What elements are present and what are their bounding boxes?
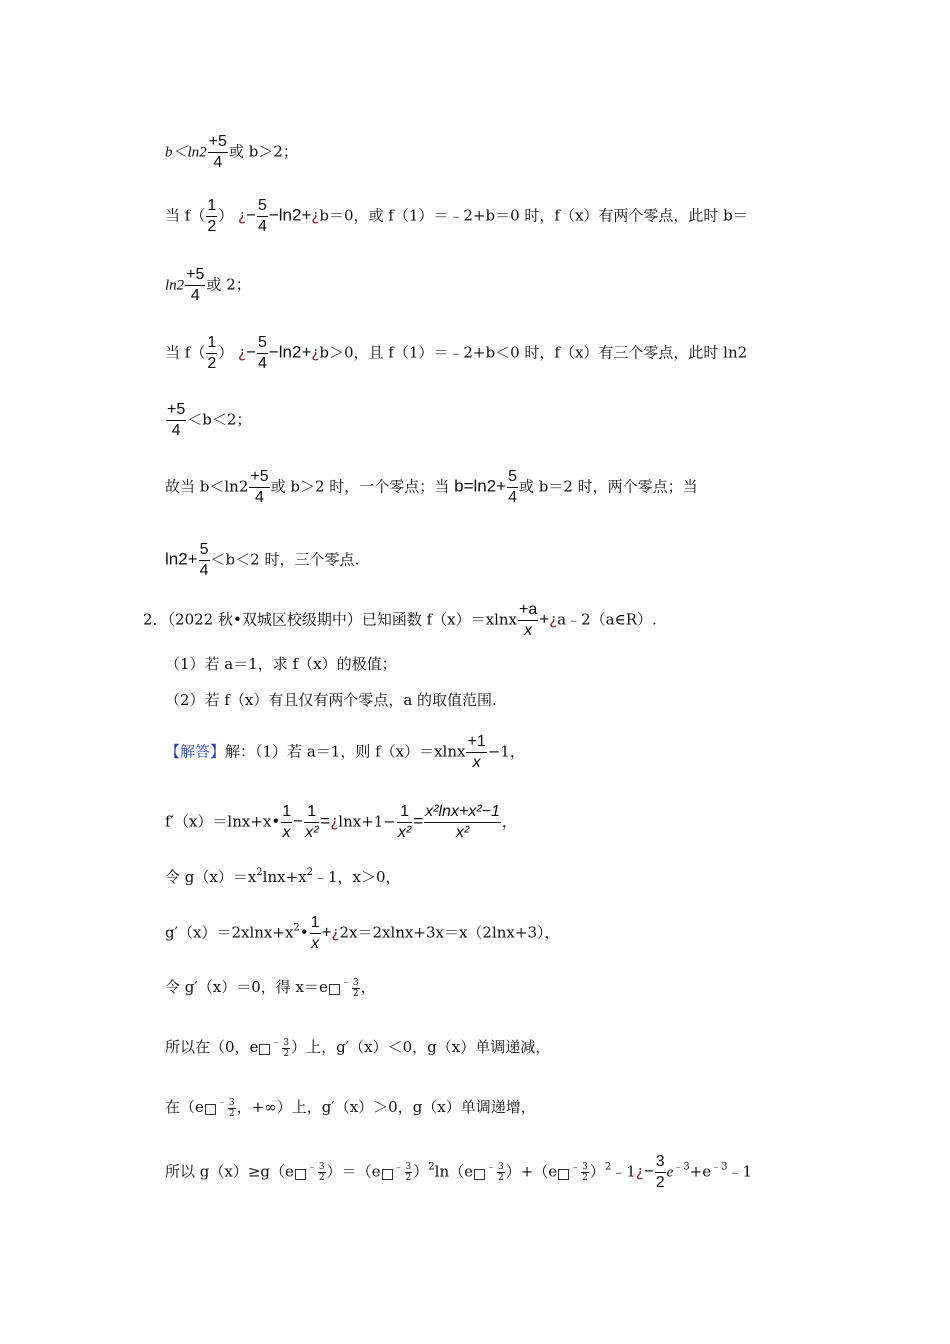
text: ， <box>360 978 376 996</box>
text: ） <box>589 1162 605 1181</box>
text: lnx+1− <box>338 812 396 831</box>
text: 所以 g（x）≥g（e <box>165 1162 294 1181</box>
placeholder-box-icon <box>329 984 340 995</box>
text: 在（e <box>165 1098 204 1116</box>
text: 或 b＞2 时，一个零点；当 <box>270 477 455 496</box>
denominator: 4 <box>257 355 267 372</box>
placeholder-box-icon <box>382 1169 393 1180</box>
fraction <box>466 732 486 773</box>
superscript: 2 <box>256 867 263 878</box>
denominator: x <box>282 824 291 841</box>
text: b＞0，且 f（1）＝﹣2+b＜0 时，f（x）有三个零点，此时 ln2 <box>319 343 748 362</box>
superscript: ﹣3 <box>673 1161 690 1173</box>
denominator: x² <box>397 824 412 841</box>
text: a﹣2（a∈R）. <box>557 610 657 629</box>
text: ）上，g′（x）＜0，g（x）单调递减， <box>291 1038 551 1056</box>
numerator: 1 <box>281 802 292 823</box>
placeholder-box-icon <box>295 1169 306 1180</box>
text: 故当 b＜ln2 <box>165 477 249 496</box>
text: ln（e <box>434 1162 473 1181</box>
text: − <box>643 1161 654 1181</box>
numerator: 3 <box>497 1162 504 1172</box>
text: 或 b＞2； <box>228 142 298 161</box>
fraction <box>397 802 412 843</box>
denominator: 2 <box>207 218 217 235</box>
denominator: 2 <box>405 1173 412 1183</box>
fraction <box>249 467 269 508</box>
superscript: 2 <box>604 1161 612 1173</box>
denominator: x² <box>455 824 470 841</box>
text: −ln2+ <box>268 342 312 362</box>
superscript: 2 <box>428 1161 435 1173</box>
text-line-1 <box>165 132 810 173</box>
text: − <box>293 811 304 831</box>
fraction <box>199 540 210 581</box>
text: + <box>539 609 550 629</box>
numerator: 5 <box>257 196 268 217</box>
denominator: x² <box>305 824 319 841</box>
numerator: +5 <box>185 265 205 286</box>
text: 或 b＝2 时，两个零点；当 <box>518 477 698 496</box>
text: ﹣1，x＞0， <box>313 868 401 886</box>
text: 所以在（0，e <box>165 1038 259 1056</box>
fraction <box>497 1162 505 1183</box>
denominator: 4 <box>257 218 267 235</box>
superscript: ﹣ <box>340 977 351 988</box>
numerator: +5 <box>249 467 269 488</box>
superscript: ﹣3 <box>711 1161 728 1173</box>
text: ﹣1 <box>611 1162 636 1181</box>
text: ，+∞）上，g′（x）＞0，g（x）单调递增， <box>236 1098 536 1116</box>
fraction <box>281 802 292 843</box>
text-line-5 <box>165 400 810 441</box>
text: ＜b＜2； <box>187 410 252 429</box>
fraction <box>206 196 217 237</box>
fraction <box>518 600 538 641</box>
denominator: 4 <box>213 154 223 171</box>
denominator: 2 <box>497 1173 504 1183</box>
text: （2022 秋•双城区校级期中）已知函数 f（x）＝xlnx <box>167 610 517 629</box>
decreasing-line <box>165 1035 810 1059</box>
superscript: 2 <box>306 867 313 878</box>
text: • <box>299 923 309 942</box>
numerator: +1 <box>466 732 486 753</box>
text: = <box>320 811 331 831</box>
fraction <box>282 1038 290 1059</box>
numerator: 3 <box>405 1162 412 1172</box>
denominator: 4 <box>508 489 517 506</box>
numerator: 1 <box>304 802 319 823</box>
glyph: ¿ <box>311 206 320 225</box>
glyph: ¿ <box>635 1162 644 1181</box>
text-line-6 <box>165 467 810 508</box>
numerator: 3 <box>228 1097 235 1108</box>
g-definition-line <box>165 865 810 889</box>
denominator: x <box>311 935 320 952</box>
text: ）＝（e <box>326 1162 381 1181</box>
numerator: +5 <box>208 132 228 153</box>
denominator: 4 <box>255 489 264 506</box>
text-line-2 <box>165 196 810 237</box>
numerator: +5 <box>166 400 186 421</box>
minimum-line: 所以 g（x）≥g（e ﹣ $\frac{3}{2}$ ）＝（e ﹣ $\frac{3}{2}$ ）$^2$ln（e ﹣ $\frac{3}{2}$ ）+（e ﹣ $\frac{3}{2}$ ）$^2$﹣1¿− $\frac{3}{2}$ $e^{﹣3}+e^{﹣3}﹣1$ <box>165 1153 753 1191</box>
denominator: x <box>524 622 533 639</box>
numerator: 5 <box>257 333 268 354</box>
text-line-7 <box>165 540 810 581</box>
text: （2）若 f（x）有且仅有两个零点，a 的取值范围. <box>165 691 497 709</box>
numerator: 1 <box>310 913 321 934</box>
text: ﹣1 <box>727 1162 753 1181</box>
placeholder-box-icon <box>259 1044 270 1055</box>
fraction <box>581 1162 589 1183</box>
text: （1）若 a＝1，求 f（x）的极值； <box>165 655 397 673</box>
text: ） <box>413 1162 429 1181</box>
text: b＝0，或 f（1）＝﹣2+b＝0 时，f（x）有两个零点，此时 b＝ <box>319 206 748 225</box>
derivative-line <box>165 802 810 843</box>
fraction <box>208 132 228 173</box>
glyph: ¿ <box>238 206 246 225</box>
text: ln2+ <box>165 549 198 569</box>
placeholder-box-icon <box>474 1169 485 1180</box>
text: g′（x）＝2xlnx+x <box>165 923 294 942</box>
denominator: 2 <box>228 1108 235 1119</box>
numerator: +a <box>518 600 538 621</box>
fraction <box>310 913 321 954</box>
answer-line <box>165 732 810 773</box>
fraction <box>257 333 268 374</box>
fraction <box>257 196 268 237</box>
denominator: 2 <box>283 1048 290 1059</box>
text: +e <box>689 1162 712 1181</box>
numerator: 1 <box>397 802 412 823</box>
text: b=ln2+ <box>454 476 507 496</box>
text: −1， <box>487 742 525 761</box>
denominator: 4 <box>190 287 200 304</box>
fraction <box>228 1098 236 1119</box>
text: 令 g（x）＝x <box>165 868 257 886</box>
denominator: 2 <box>655 1174 665 1191</box>
superscript: 2 <box>293 922 300 934</box>
text: − <box>246 205 256 225</box>
numerator: 5 <box>507 467 518 488</box>
glyph: ¿ <box>549 610 558 629</box>
text: 或 2； <box>206 275 251 294</box>
text-line-4 <box>165 333 810 374</box>
numerator: 3 <box>582 1162 588 1172</box>
question-2 <box>143 600 810 641</box>
glyph: ¿ <box>331 923 340 942</box>
denominator: x <box>472 754 481 771</box>
placeholder-box-icon <box>205 1104 216 1115</box>
increasing-line <box>165 1095 810 1119</box>
text-line-3 <box>165 265 810 306</box>
text: e <box>666 1164 674 1181</box>
denominator: 2 <box>318 1173 325 1183</box>
text: = <box>413 811 424 831</box>
fraction <box>424 802 501 843</box>
text: 解：（1）若 a＝1，则 f（x）＝xlnx <box>225 742 466 761</box>
numerator: 5 <box>199 540 210 561</box>
numerator: 3 <box>655 1152 666 1173</box>
fraction <box>352 978 360 999</box>
superscript: ﹣ <box>271 1037 282 1048</box>
numerator: 3 <box>352 977 359 988</box>
text: ）+（e <box>505 1162 558 1181</box>
text: ln2 <box>165 277 185 294</box>
text: − <box>246 342 256 362</box>
g-derivative-line <box>165 913 810 954</box>
fraction <box>304 802 319 843</box>
denominator: 2 <box>207 355 217 372</box>
question-2-part-1 <box>165 652 810 676</box>
text: ， <box>501 812 517 831</box>
text: ＜b＜2 时，三个零点. <box>210 550 360 569</box>
fraction <box>166 400 186 441</box>
text: + <box>321 922 332 942</box>
text: 2x＝2xlnx+3x＝x（2lnx+3）， <box>339 923 560 942</box>
glyph: ¿ <box>311 343 320 362</box>
fraction <box>507 467 518 508</box>
glyph: ¿ <box>330 812 339 831</box>
glyph: ¿ <box>238 343 246 362</box>
answer-tag: 【解答】 <box>165 742 226 761</box>
text: b＜ln2 <box>165 144 207 161</box>
denominator: 2 <box>582 1173 588 1183</box>
fraction <box>318 1162 326 1183</box>
critical-point-line <box>165 975 810 999</box>
numerator: 3 <box>283 1037 290 1048</box>
numerator: x²lnx+x²−1 <box>424 802 501 823</box>
numerator: 1 <box>206 333 217 354</box>
text: ） <box>218 206 234 225</box>
fraction <box>405 1162 413 1183</box>
question-number: 2． <box>143 610 168 629</box>
text: 当 f（ <box>165 206 206 225</box>
fraction <box>185 265 205 306</box>
text: 当 f（ <box>165 343 206 362</box>
denominator: 4 <box>171 422 181 439</box>
text: −ln2+ <box>268 205 312 225</box>
text: f′（x）＝lnx+x• <box>165 812 281 831</box>
fraction <box>206 333 217 374</box>
denominator: 2 <box>352 988 359 999</box>
text: lnx+x <box>262 868 307 886</box>
fraction <box>655 1152 666 1193</box>
text: ） <box>218 343 234 362</box>
denominator: 4 <box>199 562 209 579</box>
placeholder-box-icon <box>558 1169 569 1180</box>
text: 令 g′（x）＝0，得 x＝e <box>165 978 328 996</box>
question-2-part-2 <box>165 688 810 712</box>
numerator: 1 <box>206 196 217 217</box>
superscript: ﹣ <box>216 1097 227 1108</box>
numerator: 3 <box>318 1162 325 1172</box>
